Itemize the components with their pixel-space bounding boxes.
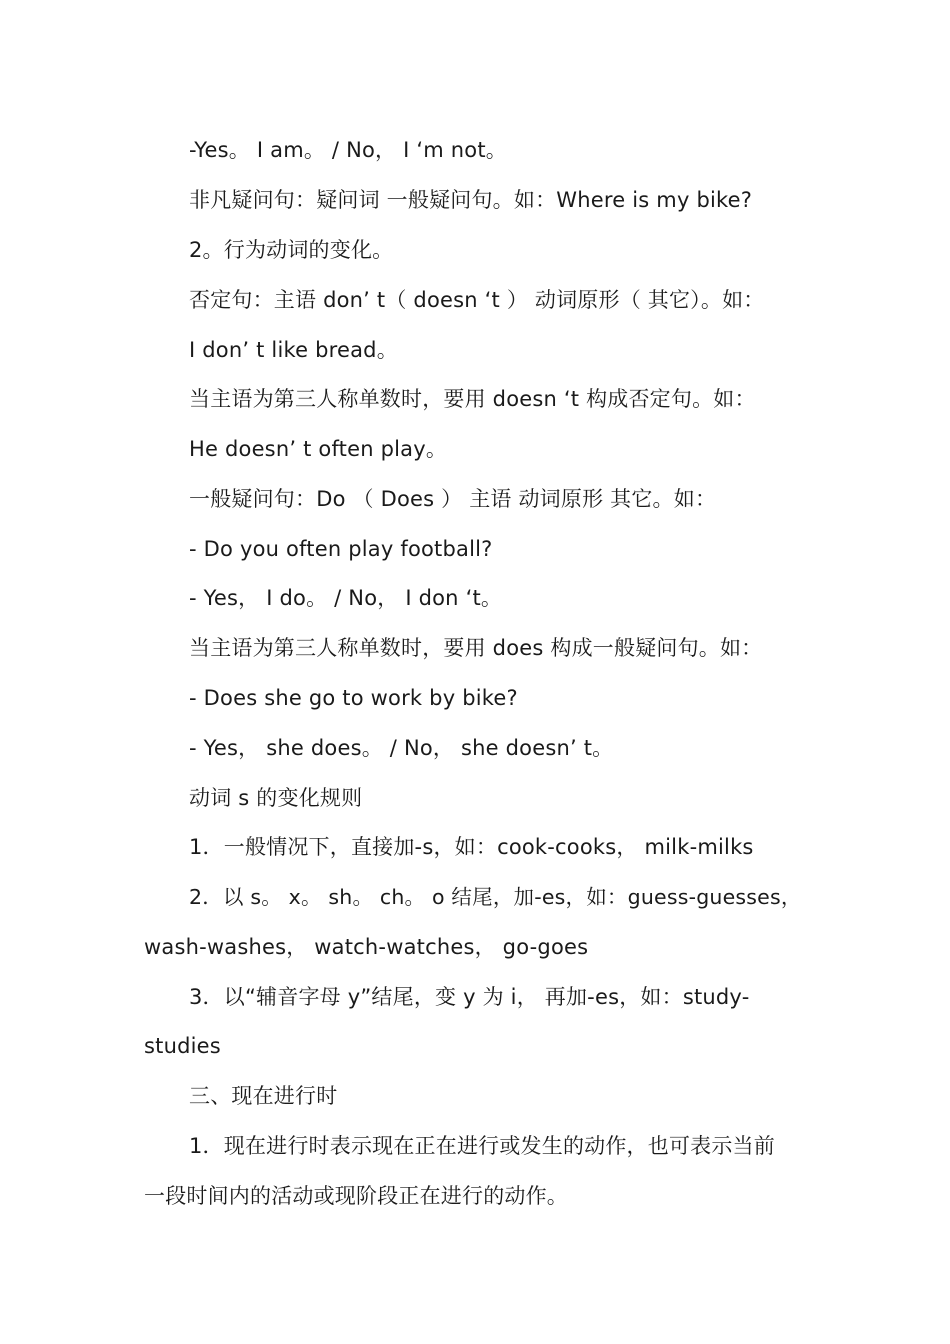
text-line: -Yes。 I am。 / No， I ‘m not。 [189, 138, 507, 162]
text-line: - Does she go to work by bike? [189, 686, 518, 710]
text-line: - Yes， she does。 / No， she doesn’ t。 [189, 736, 614, 760]
text-line: wash-washes， watch-watches， go-goes [144, 935, 589, 959]
text-line: - Do you often play football? [189, 537, 493, 561]
text-line: 一段时间内的活动或现阶段正在进行的动作。 [144, 1184, 568, 1208]
section-heading: 三、现在进行时 [189, 1084, 338, 1108]
text-line: 一般疑问句：Do （ Does ） 主语 动词原形 其它。如： [189, 487, 717, 511]
text-line: studies [144, 1034, 221, 1058]
text-line: - Yes， I do。 / No， I don ‘t。 [189, 586, 503, 610]
text-line: 1．一般情况下，直接加-s，如：cook-cooks， milk-milks [189, 835, 754, 859]
text-line: 3．以“辅音字母 y”结尾，变 y 为 i， 再加-es，如：study- [189, 985, 750, 1009]
text-line: 2．以 s。 x。 sh。 ch。 o 结尾，加-es，如：guess-guesses， [189, 885, 802, 909]
text-line: 否定句：主语 don’ t（ doesn ‘t ） 动词原形（ 其它）。如： [189, 288, 765, 312]
text-line: 非凡疑问句：疑问词 一般疑问句。如：Where is my bike? [189, 188, 753, 212]
text-line: 当主语为第三人称单数时，要用 doesn ‘t 构成否定句。如： [189, 387, 756, 411]
text-line: 动词 s 的变化规则 [189, 786, 363, 810]
text-line: I don’ t like bread。 [189, 338, 398, 362]
text-line: 1．现在进行时表示现在正在进行或发生的动作，也可表示当前 [189, 1134, 775, 1158]
text-line: 2。行为动词的变化。 [189, 238, 394, 262]
text-line: He doesn’ t often play。 [189, 437, 448, 461]
text-line: 当主语为第三人称单数时，要用 does 构成一般疑问句。如： [189, 636, 763, 660]
